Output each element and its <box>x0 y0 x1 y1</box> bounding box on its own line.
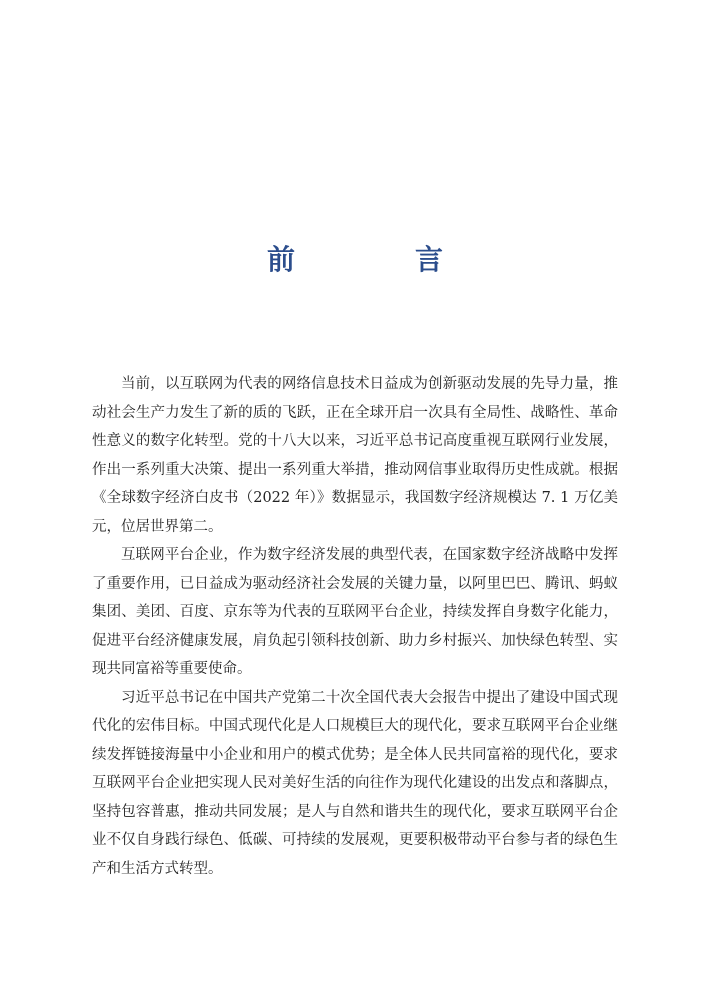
paragraph-1: 当前，以互联网为代表的网络信息技术日益成为创新驱动发展的先导力量，推动社会生产力发生了新的质的飞跃，正在全球开启一次具有全局性、战略性、革命性意义的数字化转型。党的十八大以来，习近平总书记高度重视互联网行业发展，作出一系列重大决策、提出一系列重大举措，推动网信事业取得历史性成就。根据《全球数字经济白皮书（2022 年）》数据显示，我国数字经济规模达 7. 1 万亿美元，位居世界第二。 <box>92 376 618 535</box>
paragraph-2: 互联网平台企业，作为数字经济发展的典型代表，在国家数字经济战略中发挥了重要作用，已日益成为驱动经济社会发展的关键力量，以阿里巴巴、腾讯、蚂蚁集团、美团、百度、京东等为代表的互联网平台企业，持续发挥自身数字化能力，促进平台经济健康发展，肩负起引领科技创新、助力乡村振兴、加快绿色转型、实现共同富裕等重要使命。 <box>92 547 618 677</box>
paragraph-3: 习近平总书记在中国共产党第二十次全国代表大会报告中提出了建设中国式现代化的宏伟目标。中国式现代化是人口规模巨大的现代化，要求互联网平台企业继续发挥链接海量中小企业和用户的模式优势；是全体人民共同富裕的现代化，要求互联网平台企业把实现人民对美好生活的向往作为现代化建设的出发点和落脚点，坚持包容普惠，推动共同发展；是人与自然和谐共生的现代化，要求互联网平台企业不仅自身践行绿色、低碳、可持续的发展观，更要积极带动平台参与者的绿色生产和生活方式转型。 <box>92 689 618 877</box>
page-title: 前 言 <box>266 243 489 276</box>
body-text <box>92 370 618 883</box>
